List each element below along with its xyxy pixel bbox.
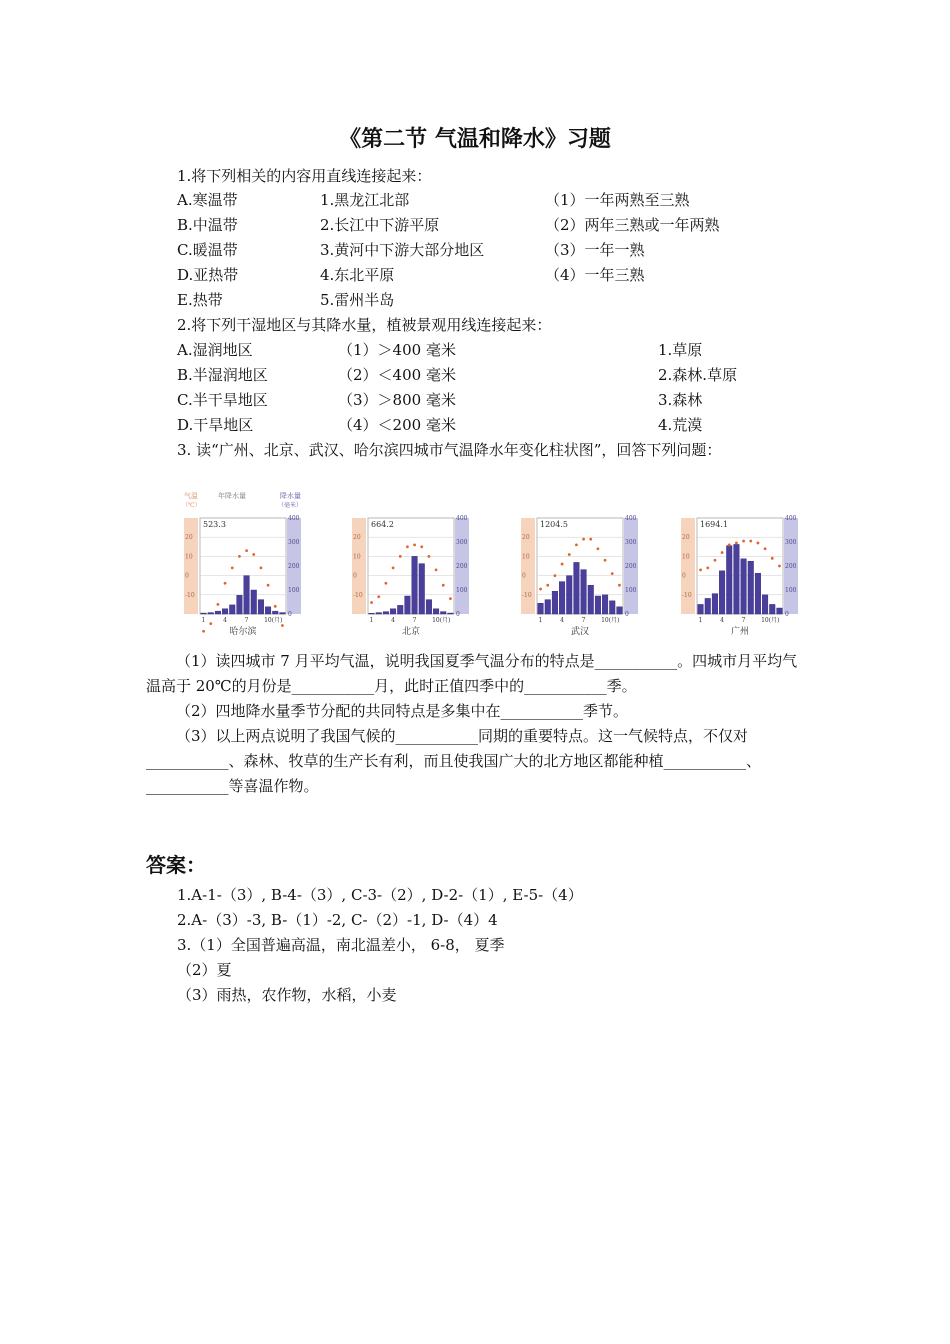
precip-tick-label: 400	[785, 515, 797, 522]
temp-axis-band	[184, 518, 198, 614]
climate-chart-svg	[675, 486, 805, 638]
temp-point	[714, 559, 717, 562]
q2-area: A.湿润地区	[177, 341, 253, 359]
precip-bar	[229, 605, 235, 614]
temp-point	[274, 605, 277, 608]
temp-axis-band	[681, 518, 695, 614]
temp-point	[224, 582, 227, 585]
precip-tick-label: 200	[456, 563, 468, 570]
temp-tick-label: -10	[353, 591, 363, 599]
month-tick-label: 4	[223, 617, 227, 624]
precip-tick-label: 0	[288, 611, 292, 618]
temp-point	[260, 567, 263, 570]
temp-point	[377, 595, 380, 598]
precip-bar	[419, 564, 425, 614]
temp-point	[699, 568, 702, 571]
precip-bar	[617, 607, 623, 614]
temp-unit-label: （℃）	[182, 502, 201, 509]
q1-zone: E.热带	[177, 291, 223, 309]
temp-point	[238, 555, 241, 558]
temp-tick-label: 10	[353, 553, 361, 561]
precip-tick-label: 100	[288, 587, 300, 594]
q1-zone: B.中温带	[177, 216, 238, 234]
precip-legend-label: 年降水量	[218, 492, 246, 500]
precip-bar	[258, 600, 264, 614]
page-title: 《第二节 气温和降水》习题	[339, 127, 611, 152]
temp-point	[735, 542, 738, 545]
month-tick-label: 10(月)	[432, 617, 451, 624]
temp-point	[385, 582, 388, 585]
precip-tick-label: 400	[288, 515, 300, 522]
temp-point	[370, 601, 373, 604]
precip-bar	[237, 595, 243, 614]
climate-chart-svg	[346, 486, 476, 638]
temp-tick-label: 10	[185, 553, 193, 561]
month-tick-label: 7	[581, 617, 586, 624]
precip-tick-label: 200	[785, 563, 797, 570]
temp-point	[392, 567, 395, 570]
q1-region: 1.黑龙江北部	[320, 191, 410, 209]
precip-bar	[609, 601, 615, 614]
answer-line: 2.A-（3）-3, B-（1）-2, C-（2）-1, D-（4）4	[177, 911, 498, 929]
temp-point	[561, 563, 564, 566]
q1-zone: D.亚热带	[177, 266, 239, 284]
month-tick-label: 7	[244, 617, 249, 624]
precip-bar	[581, 570, 587, 614]
temp-axis-label: 气温	[184, 492, 198, 500]
precip-unit-label: （毫米）	[278, 502, 303, 509]
q2-area: D.干旱地区	[177, 416, 254, 434]
temp-point	[597, 547, 600, 550]
precip-bar	[412, 556, 418, 614]
temp-point	[771, 557, 774, 560]
precip-bar	[383, 612, 389, 614]
plot-area	[368, 518, 454, 614]
temp-point	[546, 584, 549, 587]
q3-prompt: 3. 读“广州、北京、武汉、哈尔滨四城市气温降水年变化柱状图”，回答下列问题：	[177, 441, 722, 459]
precip-bar	[208, 613, 214, 614]
temp-point	[281, 624, 284, 627]
q1-region: 2.长江中下游平原	[320, 216, 440, 234]
q1-crop: （3）一年一熟	[545, 241, 645, 259]
temp-point	[413, 543, 416, 546]
precip-bar	[440, 612, 446, 614]
month-tick-label: 10(月)	[761, 617, 780, 624]
temp-tick-label: -10	[522, 591, 532, 599]
q1-prompt: 1.将下列相关的内容用直线连接起来：	[177, 167, 432, 185]
temp-tick-label: 0	[682, 572, 686, 580]
temp-point	[245, 549, 248, 552]
temp-point	[217, 603, 220, 606]
precip-bar	[588, 585, 594, 614]
q2-vegetation: 1.草原	[658, 341, 703, 359]
precip-bar	[390, 609, 396, 614]
city-name-label: 北京	[401, 627, 421, 637]
precip-bar	[719, 571, 725, 614]
precip-axis-label: 降水量	[280, 492, 301, 500]
temp-axis-band	[352, 518, 366, 614]
climate-chart-beijing	[346, 486, 476, 638]
temp-tick-label: 10	[682, 553, 690, 561]
precip-bar	[405, 596, 411, 614]
precip-tick-label: 200	[288, 563, 300, 570]
temp-tick-label: -10	[682, 591, 692, 599]
answer-line: 3.（1）全国普遍高温，南北温差小， 6-8， 夏季	[177, 936, 505, 954]
precip-bar	[755, 573, 761, 614]
q1-region: 4.东北平原	[320, 266, 395, 284]
month-tick-label: 10(月)	[601, 617, 620, 624]
q1-region: 3.黄河中下游大部分地区	[320, 241, 485, 259]
precip-bar	[222, 609, 228, 614]
climate-chart-wuhan	[515, 486, 645, 638]
temp-point	[399, 555, 402, 558]
q2-precip: （3）＞800 毫米	[338, 391, 456, 409]
temp-point	[252, 553, 255, 556]
temp-point	[728, 543, 731, 546]
precip-bar	[251, 590, 257, 614]
precip-bar	[574, 562, 580, 614]
precip-bar	[433, 609, 439, 614]
temp-tick-label: 0	[522, 572, 526, 580]
annual-precip-value: 523.3	[203, 520, 226, 529]
precip-bar	[712, 594, 718, 614]
precip-bar	[201, 613, 207, 614]
month-tick-label: 7	[741, 617, 746, 624]
plot-area	[200, 518, 286, 614]
answer-line: 1.A-1-（3）, B-4-（3）, C-3-（2）, D-2-（1）, E-5-（4）	[177, 886, 583, 904]
precip-bar	[272, 611, 278, 614]
month-tick-label: 1	[369, 617, 374, 624]
precip-tick-label: 0	[785, 611, 789, 618]
q2-vegetation: 2.森林.草原	[658, 366, 738, 384]
precip-bar	[777, 608, 783, 614]
precip-bar	[726, 546, 732, 614]
climate-chart-svg	[178, 486, 308, 638]
precip-bar	[369, 613, 375, 614]
annual-precip-value: 664.2	[371, 520, 394, 529]
temp-point	[618, 584, 621, 587]
precip-tick-label: 400	[456, 515, 468, 522]
precip-bar	[595, 596, 601, 614]
q2-precip: （2）＜400 毫米	[338, 366, 456, 384]
precip-bar	[244, 576, 250, 614]
precip-bar	[741, 559, 747, 614]
temp-point	[721, 551, 724, 554]
precip-tick-label: 400	[625, 515, 637, 522]
temp-point	[428, 555, 431, 558]
q1-crop: （2）两年三熟或一年两熟	[545, 216, 720, 234]
precip-tick-label: 0	[625, 611, 629, 618]
precip-bar	[265, 607, 271, 614]
precip-bar	[602, 595, 608, 614]
temp-point	[604, 559, 607, 562]
precip-tick-label: 100	[785, 587, 797, 594]
q3-subquestion-1: （1）读四城市 7 月平均气温，说明我国夏季气温分布的特点是___________。四城市月平均气温高于 20℃的月份是___________月，此时正值四季中的___________季。	[146, 652, 798, 695]
temp-point	[209, 622, 212, 625]
precip-bar	[552, 591, 558, 614]
temp-point	[568, 553, 571, 556]
temp-tick-label: 20	[522, 534, 530, 542]
precip-bar	[397, 605, 403, 614]
month-tick-label: 1	[698, 617, 703, 624]
precip-bar	[705, 598, 711, 614]
answers-heading: 答案：	[146, 853, 206, 877]
precip-bar	[448, 613, 454, 614]
annual-precip-value: 1204.5	[540, 520, 568, 529]
q3-subquestion-2: （2）四地降水量季节分配的共同特点是多集中在___________季节。	[176, 702, 629, 720]
precip-bar	[698, 604, 704, 614]
precip-bar	[762, 595, 768, 614]
city-name-label: 广州	[730, 627, 750, 637]
q3-subquestion-3: （3）以上两点说明了我国气候的___________同期的重要特点。这一气候特点，不仅对___________、森林、牧草的生产长有利，而且使我国广大的北方地区都能种植___________、___________等喜温作物。	[146, 727, 762, 795]
city-name-label: 武汉	[570, 627, 590, 637]
precip-bar	[734, 544, 740, 614]
precip-tick-label: 200	[625, 563, 637, 570]
temp-point	[420, 545, 423, 548]
temp-point	[757, 542, 760, 545]
temp-tick-label: 20	[185, 534, 193, 542]
precip-bar	[769, 604, 775, 614]
precip-bar	[376, 613, 382, 614]
temp-point	[706, 567, 709, 570]
precip-tick-label: 300	[625, 539, 637, 546]
precip-bar	[426, 600, 432, 614]
temp-point	[764, 547, 767, 550]
temp-point	[442, 584, 445, 587]
precip-tick-label: 300	[288, 539, 300, 546]
q1-region: 5.雷州半岛	[320, 291, 395, 309]
precip-bar	[748, 561, 754, 614]
temp-axis-band	[521, 518, 535, 614]
month-tick-label: 4	[720, 617, 724, 624]
q2-area: C.半干旱地区	[177, 391, 268, 409]
temp-point	[406, 545, 409, 548]
month-tick-label: 1	[538, 617, 543, 624]
q1-crop: （4）一年三熟	[545, 266, 645, 284]
temp-point	[435, 568, 438, 571]
q1-zone: C.暖温带	[177, 241, 238, 259]
q1-crop: （1）一年两熟至三熟	[545, 191, 690, 209]
precip-bar	[280, 613, 286, 614]
q2-precip: （1）＞400 毫米	[338, 341, 456, 359]
temp-point	[449, 597, 452, 600]
temp-tick-label: 20	[353, 534, 361, 542]
climate-chart-svg	[515, 486, 645, 638]
precip-tick-label: 300	[785, 539, 797, 546]
temp-tick-label: 0	[353, 572, 357, 580]
climate-chart-guangzhou	[675, 486, 805, 638]
q1-zone: A.寒温带	[177, 191, 238, 209]
climate-chart-harbin	[178, 486, 308, 638]
month-tick-label: 7	[412, 617, 417, 624]
precip-bar	[545, 600, 551, 614]
month-tick-label: 4	[391, 617, 395, 624]
temp-tick-label: -10	[185, 591, 195, 599]
temp-tick-label: 10	[522, 553, 530, 561]
annual-precip-value: 1694.1	[700, 520, 728, 529]
temp-tick-label: 0	[185, 572, 189, 580]
month-tick-label: 4	[560, 617, 564, 624]
precip-bar	[215, 611, 221, 614]
temp-point	[554, 574, 557, 577]
precip-bar	[538, 603, 544, 614]
temp-tick-label: 20	[682, 534, 690, 542]
q2-vegetation: 4.荒漠	[658, 416, 703, 434]
q2-precip: （4）＜200 毫米	[338, 416, 456, 434]
temp-point	[267, 584, 270, 587]
q2-vegetation: 3.森林	[658, 391, 703, 409]
temp-point	[742, 540, 745, 543]
temp-point	[589, 538, 592, 541]
answer-line: （3）雨热，农作物，水稻，小麦	[177, 986, 397, 1004]
precip-tick-label: 0	[456, 611, 460, 618]
city-name-label: 哈尔滨	[229, 627, 257, 637]
month-tick-label: 10(月)	[264, 617, 283, 624]
precip-tick-label: 100	[625, 587, 637, 594]
temp-point	[202, 630, 205, 633]
temp-point	[539, 588, 542, 591]
precip-tick-label: 300	[456, 539, 468, 546]
precip-tick-label: 100	[456, 587, 468, 594]
temp-point	[231, 567, 234, 570]
precip-bar	[559, 582, 565, 614]
temp-point	[575, 543, 578, 546]
precip-bar	[566, 576, 572, 614]
temp-point	[611, 572, 614, 575]
month-tick-label: 1	[201, 617, 206, 624]
temp-point	[582, 538, 585, 541]
q2-prompt: 2.将下列干湿地区与其降水量，植被景观用线连接起来：	[177, 316, 552, 334]
q2-area: B.半湿润地区	[177, 366, 268, 384]
answer-line: （2）夏	[177, 961, 232, 979]
temp-point	[749, 540, 752, 543]
temp-point	[778, 565, 781, 568]
